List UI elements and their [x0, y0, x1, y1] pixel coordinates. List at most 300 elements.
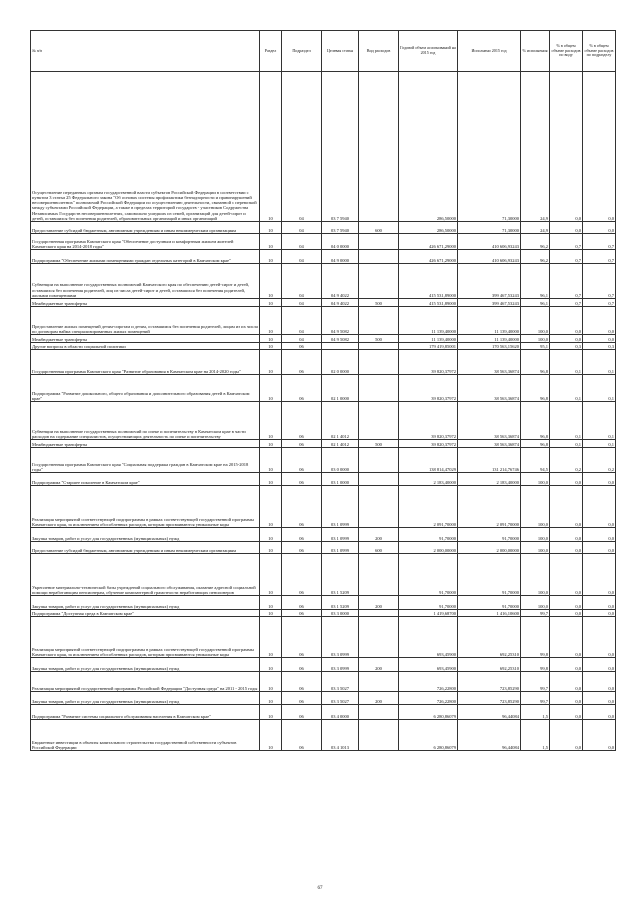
cell-statya: 04 0 0000 [322, 234, 359, 250]
table-row [31, 692, 616, 705]
cell-podrazdel: 06 [282, 448, 322, 473]
budget-table [30, 30, 616, 751]
cell-pct-pod: 0,1 [583, 440, 616, 448]
table-row [31, 554, 616, 596]
cell-statya: 03 7 5940 [322, 222, 359, 234]
cell-pct-pod: 0,0 [583, 692, 616, 705]
cell-plan: 726,22800 [399, 672, 458, 692]
cell-statya: 04 9 0000 [322, 250, 359, 264]
cell-pct: 100,0 [521, 528, 550, 542]
cell-razdel: 10 [260, 554, 282, 596]
cell-pct: 99,7 [521, 610, 550, 617]
cell-pct-pod: 0,0 [583, 222, 616, 234]
cell-fact: 723,85290 [458, 672, 521, 692]
cell-fact: 96,44084 [458, 705, 521, 720]
cell-pct-vid: 0,0 [550, 335, 583, 343]
cell-pct: 96,8 [521, 402, 550, 440]
cell-statya: 03 4 1013 [322, 720, 359, 751]
cell-pct: 99,8 [521, 617, 550, 658]
table-row [31, 234, 616, 250]
cell-razdel: 10 [260, 72, 282, 222]
cell-podrazdel: 06 [282, 705, 322, 720]
cell-plan: 693,45900 [399, 617, 458, 658]
cell-plan: 2 000,00000 [399, 542, 458, 554]
cell-pct-pod: 0,0 [583, 528, 616, 542]
table-row [31, 335, 616, 343]
cell-pct-pod: 0,7 [583, 264, 616, 299]
cell-pct-vid: 0,1 [550, 375, 583, 402]
cell-vid [359, 375, 399, 402]
header-pct-vid: % в общем объеме расходов по виду [550, 31, 583, 72]
cell-statya [322, 343, 359, 350]
cell-podrazdel: 06 [282, 528, 322, 542]
cell-name: Подпрограмма "Доступная среда в Камчатском крае" [31, 610, 260, 617]
cell-pct-pod: 0,0 [583, 705, 616, 720]
cell-podrazdel: 04 [282, 307, 322, 335]
cell-pct-pod: 0,0 [583, 72, 616, 222]
header-razdel: Раздел [260, 31, 282, 72]
cell-fact: 38 563,36874 [458, 350, 521, 375]
cell-plan: 426 671,29000 [399, 250, 458, 264]
header-podrazdel: Подраздел [282, 31, 322, 72]
cell-vid [359, 350, 399, 375]
cell-pct-pod: 0,0 [583, 720, 616, 751]
cell-vid [359, 402, 399, 440]
cell-pct-vid: 0,3 [550, 343, 583, 350]
cell-pct: 96,2 [521, 250, 550, 264]
cell-vid [359, 234, 399, 250]
cell-pct-vid: 0,0 [550, 672, 583, 692]
header-number: № п/п [31, 31, 260, 72]
cell-podrazdel: 04 [282, 299, 322, 307]
cell-podrazdel: 06 [282, 542, 322, 554]
cell-plan: 2 091,70000 [399, 486, 458, 528]
table-row [31, 222, 616, 234]
cell-pct-pod: 0,7 [583, 234, 616, 250]
budget-table-sheet [30, 30, 615, 751]
cell-pct-vid: 0,0 [550, 596, 583, 610]
cell-pct: 96,8 [521, 375, 550, 402]
cell-fact: 11 139,40000 [458, 335, 521, 343]
header-pct: % исполнения [521, 31, 550, 72]
table-row [31, 528, 616, 542]
cell-pct: 100,0 [521, 335, 550, 343]
cell-podrazdel: 04 [282, 264, 322, 299]
cell-vid: 200 [359, 658, 399, 672]
cell-plan: 179 419,85001 [399, 343, 458, 350]
cell-podrazdel: 06 [282, 402, 322, 440]
cell-name: Реализация мероприятий соответствующей подпрограммы в рамках соответствующей государственной программы Камчатского края, за исключением обособленных расходов, которым присваиваются уникальные коды [31, 617, 260, 658]
cell-plan: 39 820,37972 [399, 375, 458, 402]
table-row [31, 299, 616, 307]
cell-razdel: 10 [260, 234, 282, 250]
cell-name: Бюджетные инвестиции в объекты капитального строительства государственной собственности субъектов Российской Федерации [31, 720, 260, 751]
cell-plan: 2 183,40000 [399, 473, 458, 486]
cell-plan: 91,70000 [399, 528, 458, 542]
cell-plan: 415 531,89000 [399, 264, 458, 299]
cell-plan: 39 820,37972 [399, 402, 458, 440]
cell-statya: 03 1 0999 [322, 486, 359, 528]
cell-pct: 24,9 [521, 222, 550, 234]
cell-razdel: 10 [260, 250, 282, 264]
cell-podrazdel: 04 [282, 335, 322, 343]
cell-statya: 03 3 0000 [322, 610, 359, 617]
cell-plan: 138 814,47029 [399, 448, 458, 473]
cell-vid [359, 617, 399, 658]
cell-fact: 2 091,70000 [458, 486, 521, 528]
header-pct-pod: % в общем объеме расходов по подразделу [583, 31, 616, 72]
cell-pct-pod: 0,0 [583, 658, 616, 672]
cell-pct-vid: 0,0 [550, 617, 583, 658]
cell-vid [359, 307, 399, 335]
cell-vid: 200 [359, 596, 399, 610]
cell-plan: 415 531,89000 [399, 299, 458, 307]
cell-plan: 39 820,37972 [399, 440, 458, 448]
cell-name: Закупка товаров, работ и услуг для государственных (муниципальных) нужд [31, 596, 260, 610]
cell-razdel: 10 [260, 528, 282, 542]
cell-plan: 6 280,86079 [399, 720, 458, 751]
cell-statya: 03 0 0000 [322, 448, 359, 473]
table-row [31, 343, 616, 350]
cell-pct: 94,5 [521, 448, 550, 473]
cell-statya: 02 1 4012 [322, 440, 359, 448]
table-row [31, 658, 616, 672]
cell-vid [359, 554, 399, 596]
cell-statya: 04 9 5082 [322, 335, 359, 343]
cell-name: Другие вопросы в области социальной политики [31, 343, 260, 350]
cell-pct-vid: 0,0 [550, 705, 583, 720]
cell-statya: 03 3 5027 [322, 692, 359, 705]
cell-pct-vid: 0,7 [550, 250, 583, 264]
header-plan: Годовой объем ассигнований на 2015 год [399, 31, 458, 72]
cell-name: Подпрограмма "Старшее поколение в Камчатском крае" [31, 473, 260, 486]
cell-razdel: 10 [260, 335, 282, 343]
cell-podrazdel: 06 [282, 343, 322, 350]
cell-plan: 726,22800 [399, 692, 458, 705]
cell-pct: 24,9 [521, 72, 550, 222]
cell-pct-vid: 0,1 [550, 440, 583, 448]
table-row [31, 610, 616, 617]
cell-podrazdel: 06 [282, 554, 322, 596]
cell-fact: 38 563,36874 [458, 440, 521, 448]
cell-plan: 1 419,68700 [399, 610, 458, 617]
cell-fact: 410 606,93243 [458, 234, 521, 250]
cell-fact: 38 563,36874 [458, 375, 521, 402]
cell-pct: 96,2 [521, 234, 550, 250]
cell-pct: 99,8 [521, 658, 550, 672]
cell-razdel: 10 [260, 299, 282, 307]
table-row [31, 307, 616, 335]
cell-vid: 200 [359, 692, 399, 705]
table-row [31, 486, 616, 528]
cell-fact: 170 563,15620 [458, 343, 521, 350]
cell-pct-pod: 0,0 [583, 307, 616, 335]
cell-pct-pod: 0,0 [583, 554, 616, 596]
cell-fact: 91,70000 [458, 596, 521, 610]
cell-plan: 91,70000 [399, 596, 458, 610]
table-row [31, 720, 616, 751]
cell-statya: 02 1 4012 [322, 402, 359, 440]
cell-pct: 100,0 [521, 596, 550, 610]
cell-name: Реализация мероприятий государственной программы Российской Федерации "Доступная среда" на 2011 - 2015 годы [31, 672, 260, 692]
cell-vid: 500 [359, 440, 399, 448]
cell-plan: 11 139,40000 [399, 307, 458, 335]
cell-statya: 03 1 0000 [322, 473, 359, 486]
cell-plan: 693,45900 [399, 658, 458, 672]
table-row [31, 250, 616, 264]
cell-pct-pod: 0,7 [583, 299, 616, 307]
cell-plan: 286,50000 [399, 222, 458, 234]
cell-name: Государственная программа Камчатского края "Развитие образования в Камчатском крае на 2014-2020 годы" [31, 350, 260, 375]
cell-pct-vid: 0,0 [550, 486, 583, 528]
cell-podrazdel: 04 [282, 234, 322, 250]
cell-vid: 600 [359, 542, 399, 554]
cell-razdel: 10 [260, 705, 282, 720]
cell-vid [359, 343, 399, 350]
cell-pct-pod: 0,1 [583, 402, 616, 440]
cell-name: Осуществление переданных органам государственной власти субъектов Российской Федерации в соответствии с пунктом 3 статьи 25 Федерального закона "Об основах системы профилактики безнадзорности и правонарушений несовершеннолетних" полномочий Российской Федерации по осуществлению деятельности, связанной с перевозкой между субъектами Российской Федерации, а также в пределах территорий государств - участников Содружества Независимых Государств несовершеннолетних, самовольно ушедших из семей, организаций для детей-сирот и детей, оставшихся без попечения родителей, образовательных организаций и иных организаций [31, 72, 260, 222]
cell-pct: 100,0 [521, 542, 550, 554]
cell-fact: 38 563,36874 [458, 402, 521, 440]
cell-vid: 500 [359, 299, 399, 307]
cell-vid [359, 72, 399, 222]
cell-fact: 131 214,76746 [458, 448, 521, 473]
table-row [31, 705, 616, 720]
cell-razdel: 10 [260, 596, 282, 610]
cell-pct-vid: 0,0 [550, 610, 583, 617]
cell-statya: 02 0 0000 [322, 350, 359, 375]
cell-name: Закупка товаров, работ и услуг для государственных (муниципальных) нужд [31, 658, 260, 672]
table-row [31, 72, 616, 222]
cell-pct-vid: 0,0 [550, 528, 583, 542]
cell-plan: 6 280,86079 [399, 705, 458, 720]
cell-vid [359, 264, 399, 299]
cell-pct-pod: 0,1 [583, 375, 616, 402]
table-row [31, 617, 616, 658]
cell-podrazdel: 06 [282, 375, 322, 402]
cell-pct-vid: 0,0 [550, 72, 583, 222]
cell-statya: 03 3 0999 [322, 658, 359, 672]
cell-podrazdel: 06 [282, 486, 322, 528]
cell-pct-vid: 0,2 [550, 448, 583, 473]
cell-pct-vid: 0,0 [550, 473, 583, 486]
cell-name: Закупка товаров, работ и услуг для государственных (муниципальных) нужд [31, 528, 260, 542]
header-statya: Целевая статья [322, 31, 359, 72]
cell-fact: 399 467,53243 [458, 264, 521, 299]
cell-statya: 03 1 0999 [322, 542, 359, 554]
cell-razdel: 10 [260, 307, 282, 335]
cell-razdel: 10 [260, 672, 282, 692]
cell-pct: 100,0 [521, 554, 550, 596]
cell-pct-pod: 0,0 [583, 617, 616, 658]
cell-razdel: 10 [260, 658, 282, 672]
cell-vid: 200 [359, 528, 399, 542]
cell-pct: 96,1 [521, 299, 550, 307]
cell-fact: 2 000,00000 [458, 542, 521, 554]
header-fact: Исполнено 2015 год [458, 31, 521, 72]
cell-plan: 286,50000 [399, 72, 458, 222]
cell-vid: 600 [359, 222, 399, 234]
cell-pct-vid: 0,1 [550, 350, 583, 375]
cell-name: Субвенции на выполнение государственных полномочий по опеке и попечительству в Камчатском крае в части расходов на содержание специалистов, осуществляющих деятельность по опеке и попечительству [31, 402, 260, 440]
cell-fact: 2 183,40000 [458, 473, 521, 486]
table-row [31, 440, 616, 448]
cell-fact: 692,25310 [458, 617, 521, 658]
cell-podrazdel: 06 [282, 350, 322, 375]
cell-fact: 91,70000 [458, 528, 521, 542]
cell-plan: 39 820,37972 [399, 350, 458, 375]
cell-name: Межбюджетные трансферты [31, 299, 260, 307]
cell-pct-pod: 0,1 [583, 350, 616, 375]
cell-fact: 71,30000 [458, 222, 521, 234]
cell-podrazdel: 04 [282, 250, 322, 264]
cell-pct-pod: 0,0 [583, 335, 616, 343]
cell-pct: 96,8 [521, 440, 550, 448]
cell-pct-vid: 0,7 [550, 299, 583, 307]
table-row [31, 448, 616, 473]
cell-vid [359, 672, 399, 692]
cell-pct-vid: 0,7 [550, 264, 583, 299]
cell-statya: 04 9 4022 [322, 264, 359, 299]
cell-pct: 99,7 [521, 672, 550, 692]
cell-plan: 91,70000 [399, 554, 458, 596]
cell-podrazdel: 06 [282, 672, 322, 692]
cell-statya: 03 7 5940 [322, 72, 359, 222]
cell-fact: 91,70000 [458, 554, 521, 596]
cell-razdel: 10 [260, 610, 282, 617]
cell-razdel: 10 [260, 542, 282, 554]
cell-pct: 100,0 [521, 307, 550, 335]
cell-name: Предоставление субсидий бюджетным, автономным учреждениям и иным некоммерческим организациям [31, 222, 260, 234]
cell-name: Укрепление материально-технической базы учреждений социального обслуживания, оказание адресной социальной помощи неработающим пенсионерам, обучение компьютерной грамотности неработающих пенсионеров [31, 554, 260, 596]
cell-name: Подпрограмма "Развитие дошкольного, общего образования и дополнительного образования детей в Камчатском крае" [31, 375, 260, 402]
cell-statya: 04 9 5082 [322, 307, 359, 335]
cell-name: Субвенции на выполнение государственных полномочий Камчатского края по обеспечению детей-сирот и детей, оставшихся без попечения родителей, лиц из числа детей-сирот и детей, оставшихся без попечения родителей, жилыми помещениями [31, 264, 260, 299]
cell-vid: 500 [359, 335, 399, 343]
page-number: 67 [317, 886, 323, 891]
cell-razdel: 10 [260, 222, 282, 234]
cell-pct-vid: 0,0 [550, 554, 583, 596]
cell-vid [359, 610, 399, 617]
cell-pct-pod: 0,0 [583, 672, 616, 692]
cell-pct-vid: 0,1 [550, 402, 583, 440]
cell-statya: 03 1 5209 [322, 596, 359, 610]
cell-statya: 03 3 0999 [322, 617, 359, 658]
cell-vid [359, 473, 399, 486]
cell-pct-vid: 0,0 [550, 222, 583, 234]
cell-pct-pod: 0,0 [583, 542, 616, 554]
cell-podrazdel: 06 [282, 610, 322, 617]
cell-pct-vid: 0,0 [550, 542, 583, 554]
cell-pct-pod: 0,0 [583, 486, 616, 528]
cell-razdel: 10 [260, 617, 282, 658]
cell-fact: 723,85290 [458, 692, 521, 705]
cell-fact: 410 606,93243 [458, 250, 521, 264]
cell-razdel: 10 [260, 720, 282, 751]
cell-podrazdel: 06 [282, 596, 322, 610]
table-row [31, 596, 616, 610]
cell-name: Подпрограмма "Обеспечение жилыми помещениями граждан отдельных категорий в Камчатском крае" [31, 250, 260, 264]
cell-pct-vid: 0,0 [550, 720, 583, 751]
cell-podrazdel: 06 [282, 658, 322, 672]
cell-statya: 04 9 4022 [322, 299, 359, 307]
cell-pct-pod: 0,0 [583, 610, 616, 617]
cell-podrazdel: 04 [282, 222, 322, 234]
cell-podrazdel: 06 [282, 440, 322, 448]
cell-name: Межбюджетные трансферты [31, 335, 260, 343]
table-header-row [31, 31, 616, 72]
cell-vid [359, 486, 399, 528]
cell-pct-pod: 0,2 [583, 448, 616, 473]
cell-razdel: 10 [260, 402, 282, 440]
cell-statya: 03 3 5027 [322, 672, 359, 692]
cell-pct-vid: 0,0 [550, 307, 583, 335]
cell-razdel: 10 [260, 448, 282, 473]
table-row [31, 350, 616, 375]
cell-vid [359, 705, 399, 720]
table-row [31, 672, 616, 692]
cell-name: Предоставление жилых помещений детям-сиротам и детям, оставшимся без попечения родителей, лицам из их числа по договорам найма специализированных жилых помещений [31, 307, 260, 335]
table-row [31, 375, 616, 402]
cell-pct-vid: 0,0 [550, 658, 583, 672]
cell-pct-pod: 0,0 [583, 473, 616, 486]
table-row [31, 473, 616, 486]
cell-plan: 426 671,29000 [399, 234, 458, 250]
header-vid: Вид расходов [359, 31, 399, 72]
table-row [31, 264, 616, 299]
cell-name: Закупка товаров, работ и услуг для государственных (муниципальных) нужд [31, 692, 260, 705]
cell-pct-vid: 0,0 [550, 692, 583, 705]
cell-fact: 71,30000 [458, 72, 521, 222]
cell-name: Государственная программа Камчатского края "Социальная поддержка граждан в Камчатском крае на 2015-2018 годы" [31, 448, 260, 473]
cell-statya: 03 4 0000 [322, 705, 359, 720]
cell-pct-pod: 0,3 [583, 343, 616, 350]
table-row [31, 402, 616, 440]
cell-razdel: 10 [260, 264, 282, 299]
cell-razdel: 10 [260, 692, 282, 705]
cell-podrazdel: 06 [282, 692, 322, 705]
cell-podrazdel: 04 [282, 72, 322, 222]
cell-vid [359, 448, 399, 473]
cell-fact: 11 139,40000 [458, 307, 521, 335]
cell-vid [359, 720, 399, 751]
cell-pct: 100,0 [521, 486, 550, 528]
cell-podrazdel: 06 [282, 617, 322, 658]
table-row [31, 542, 616, 554]
cell-pct-pod: 0,0 [583, 596, 616, 610]
cell-podrazdel: 06 [282, 720, 322, 751]
cell-name: Предоставление субсидий бюджетным, автономным учреждениям и иным некоммерческим организациям [31, 542, 260, 554]
cell-razdel: 10 [260, 473, 282, 486]
cell-pct: 1,5 [521, 720, 550, 751]
cell-razdel: 10 [260, 440, 282, 448]
cell-fact: 399 467,53243 [458, 299, 521, 307]
cell-pct-pod: 0,7 [583, 250, 616, 264]
cell-statya: 03 1 0999 [322, 528, 359, 542]
cell-pct: 1,5 [521, 705, 550, 720]
cell-name: Реализация мероприятий соответствующей подпрограммы в рамках соответствующей государственной программы Камчатского края, за исключением обособленных расходов, которым присваиваются уникальные коды [31, 486, 260, 528]
cell-pct: 95,1 [521, 343, 550, 350]
cell-razdel: 10 [260, 486, 282, 528]
cell-vid [359, 250, 399, 264]
cell-razdel: 10 [260, 375, 282, 402]
cell-pct-vid: 0,7 [550, 234, 583, 250]
cell-fact: 1 416,10600 [458, 610, 521, 617]
cell-name: Подпрограмма "Развитие системы социального обслуживания населения в Камчатском крае" [31, 705, 260, 720]
cell-pct: 100,0 [521, 473, 550, 486]
cell-pct: 96,8 [521, 350, 550, 375]
cell-fact: 692,25310 [458, 658, 521, 672]
